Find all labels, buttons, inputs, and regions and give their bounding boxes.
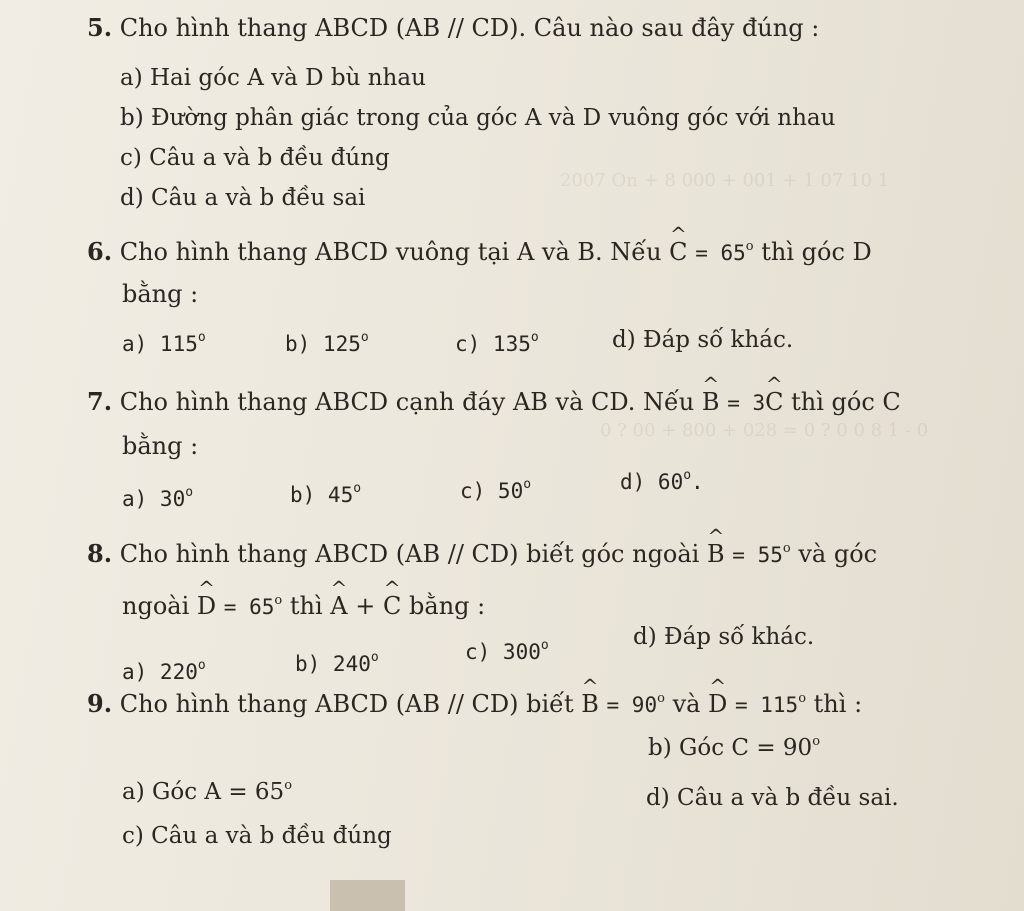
q7-option-a: a) 30$^o$ <box>122 485 194 511</box>
question-7-line2: bằng : <box>122 432 199 460</box>
bleed-through-text: 2007 On + 8 000 + 001 + 1 07 10 1 <box>560 170 890 191</box>
question-9: 9. Cho hình thang ABCD (AB // CD) biết ^ $B = 90^o$ và ^ $D = 115^o$ thì : <box>87 690 862 723</box>
q8-option-a: a) 220$^o$ <box>122 658 206 684</box>
q9-option-a: a) Góc $A = 65^o$ <box>122 778 293 805</box>
q6-option-c: c) 135$^o$ <box>455 330 539 356</box>
question-8-line2: ngoài ^ $D = 65^o$ thì ^ A + ^ C bằng : <box>122 592 485 625</box>
q8-option-c: c) 300$^o$ <box>465 638 549 664</box>
q5-option-d: d) Câu a và b đều sai <box>120 185 366 211</box>
q6-option-a: a) 115$^o$ <box>122 330 206 356</box>
q7-option-c: c) 50$^o$ <box>460 477 532 503</box>
q5-option-b: b) Đường phân giác trong của góc A và D vuông góc với nhau <box>120 105 836 131</box>
question-5: 5. Cho hình thang ABCD (AB // CD). Câu nào sau đây đúng : <box>87 13 820 42</box>
question-7: 7. Cho hình thang ABCD cạnh đáy AB và CD. Nếu ^ B = 3^ C thì góc C <box>87 388 901 417</box>
question-6: 6. Cho hình thang ABCD vuông tại A và B. Nếu ^ $C = 65^o$ thì góc D <box>87 238 872 271</box>
q6-option-d: d) Đáp số khác. <box>612 327 794 353</box>
question-8: 8. Cho hình thang ABCD (AB // CD) biết góc ngoài ^ $B = 55^o$ và góc <box>87 540 877 573</box>
q9-option-c: c) Câu a và b đều đúng <box>122 823 392 849</box>
question-6-line2: bằng : <box>122 280 199 308</box>
q9-option-b: b) Góc $C = 90^o$ <box>648 734 821 761</box>
bleed-through-text: 0 ? 00 + 800 + 028 = 0 ? 0 0 8 1 - 0 <box>600 420 929 441</box>
q8-option-b: b) 240$^o$ <box>295 650 379 676</box>
q5-option-c: c) Câu a và b đều đúng <box>120 145 390 171</box>
q9-option-d: d) Câu a và b đều sai. <box>646 785 899 811</box>
page-shadow <box>330 880 405 911</box>
q7-option-d: d) 60$^o$. <box>620 468 704 494</box>
q6-option-b: b) 125$^o$ <box>285 330 369 356</box>
q7-option-b: b) 45$^o$ <box>290 481 362 507</box>
q5-option-a: a) Hai góc A và D bù nhau <box>120 65 426 91</box>
q8-option-d: d) Đáp số khác. <box>633 624 815 650</box>
